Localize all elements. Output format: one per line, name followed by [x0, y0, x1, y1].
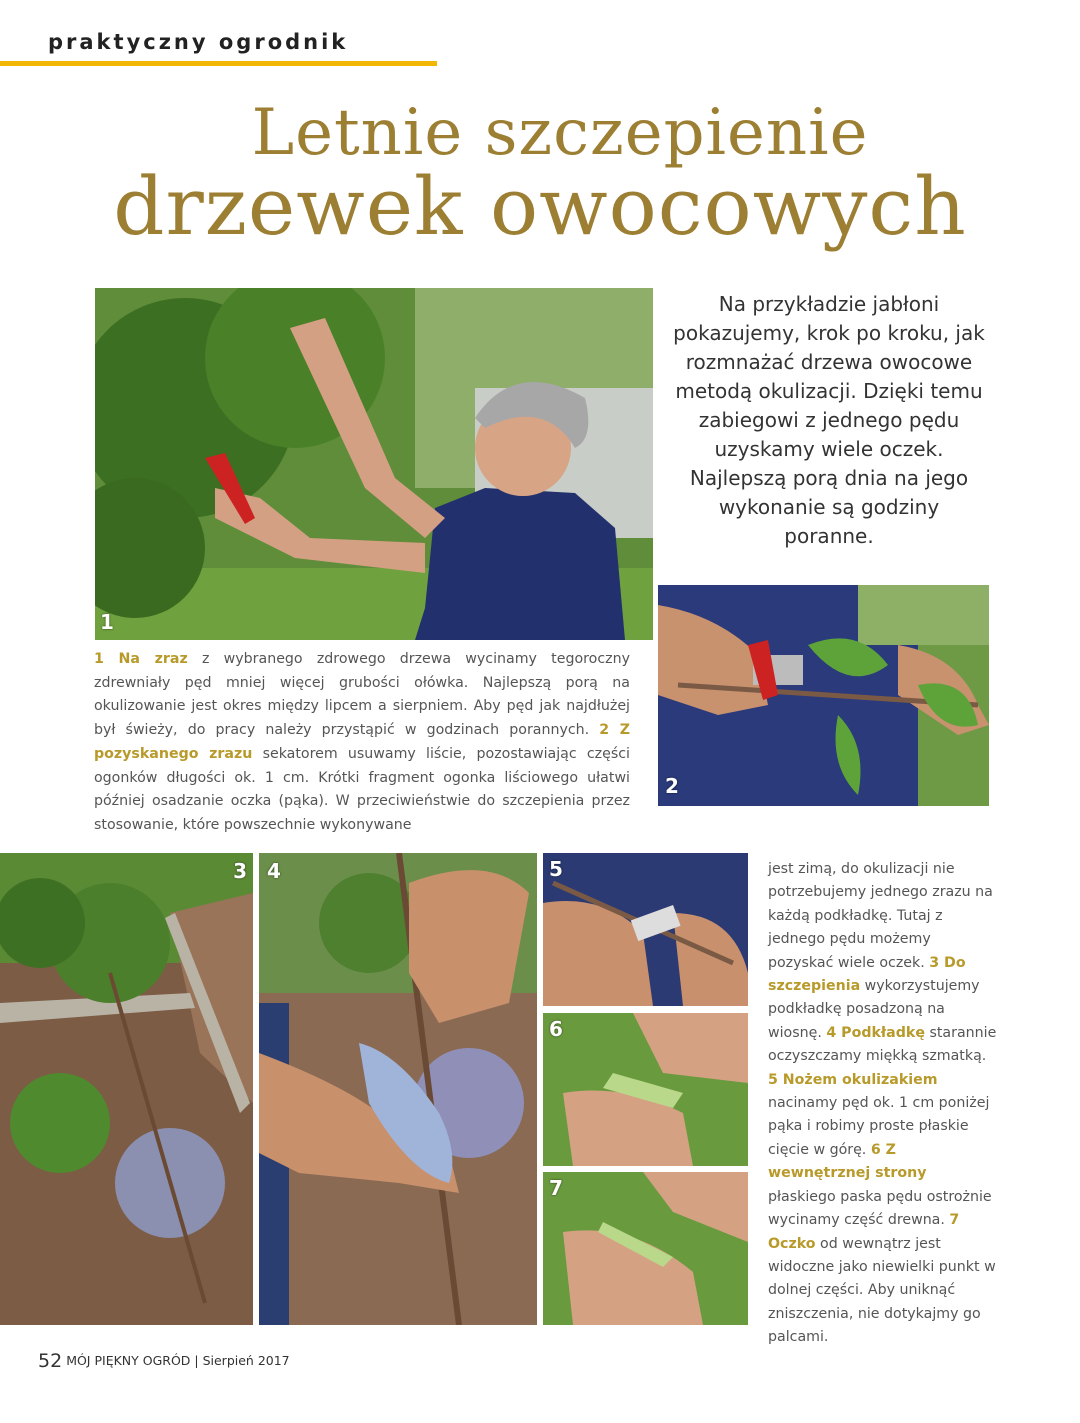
sidecol-text-0: jest zimą, do okulizacji nie potrzebujemy jednego zrazu na każdą podkładkę. Tutaj z jednego pędu możemy pozyskać wiele oczek.	[768, 861, 993, 971]
caption-step-2-label: 2 Z pozyskanego zrazu	[94, 722, 630, 762]
photo-number-1: 1	[100, 610, 114, 634]
caption-step-2-text: sekatorem usuwamy liście, pozostawiając części ogonków długości ok. 1 cm. Krótki fragment ogonka liściowego ułatwi później osadzanie oczka (pąka). W przeciwieństwie do szczepienia przez stosowanie, które powszechnie wykonywane	[94, 745, 630, 833]
step-7-text: od wewnątrz jest widoczne jako niewielki punkt w dolnej części. Aby uniknąć zniszczenia, nie dotykajmy go palcami.	[768, 1235, 996, 1346]
title-line-1: Letnie szczepienie	[251, 96, 869, 170]
section-label: praktyczny ogrodnik	[48, 30, 349, 54]
step-5-text: nacinamy pęd ok. 1 cm poniżej pąka i robimy proste płaskie cięcie w górę.	[768, 1095, 990, 1158]
photo-number-7: 7	[549, 1176, 563, 1200]
photo-3-rootstock-bed	[0, 853, 253, 1325]
page-number: 52	[38, 1350, 63, 1372]
caption-step-1-text: z wybranego zdrowego drzewa wycinamy tegoroczny zdrewniały pęd mniej więcej grubości ołówka. Najlepszą porą na okulizowanie jest okres między lipcem a sierpniem. Aby pęd jak najdłużej był świeży, do pracy należy przystąpić w godzinach porannych.	[94, 651, 630, 739]
step-4-text: starannie oczyszczamy miękką szmatką.	[768, 1024, 997, 1065]
section-rule	[0, 61, 437, 66]
photo-1-man-cutting-branch	[95, 288, 653, 640]
title-line-2: drzewek owocowych	[113, 160, 967, 253]
photo-number-6: 6	[549, 1017, 563, 1041]
magazine-name: MÓJ PIĘKNY OGRÓD | Sierpień 2017	[66, 1353, 290, 1368]
photo-number-5: 5	[549, 857, 563, 881]
intro-text: Na przykładzie jabłoni pokazujemy, krok po kroku, jak rozmnażać drzewa owocowe metodą okulizacji. Dzięki temu zabiegowi z jednego pędu uzyskamy wiele oczek. Najlepszą porą dnia na jego wykonanie są godziny poranne.	[673, 292, 985, 548]
step-3-text: wykorzystujemy podkładkę posadzoną na wiosnę.	[768, 978, 980, 1041]
page-footer	[38, 1350, 290, 1372]
caption-steps-1-2	[94, 648, 630, 838]
step-4-label: 4 Podkładkę	[826, 1024, 925, 1041]
step-5-label: 5 Nożem okulizakiem	[768, 1071, 938, 1088]
step-7-label: 7 Oczko	[768, 1212, 960, 1252]
step-6-label: 6 Z wewnętrznej strony	[768, 1141, 927, 1182]
step-3-label: 3 Do szczepienia	[768, 954, 966, 995]
photo-4-cleaning-rootstock	[259, 853, 537, 1325]
caption-steps-3-7	[768, 858, 998, 1350]
photo-number-4: 4	[267, 859, 281, 883]
photo-6-removing-wood	[543, 1013, 748, 1166]
step-6-text: płaskiego paska pędu ostrożnie wycinamy część drewna.	[768, 1188, 992, 1229]
caption-step-1-label: 1 Na zraz	[94, 651, 188, 667]
photo-number-3: 3	[233, 859, 247, 883]
photo-2-pruning-leaves	[658, 585, 989, 806]
photo-7-bud-inside	[543, 1172, 748, 1325]
photo-number-2: 2	[665, 774, 679, 798]
photo-5-cutting-bud	[543, 853, 748, 1006]
